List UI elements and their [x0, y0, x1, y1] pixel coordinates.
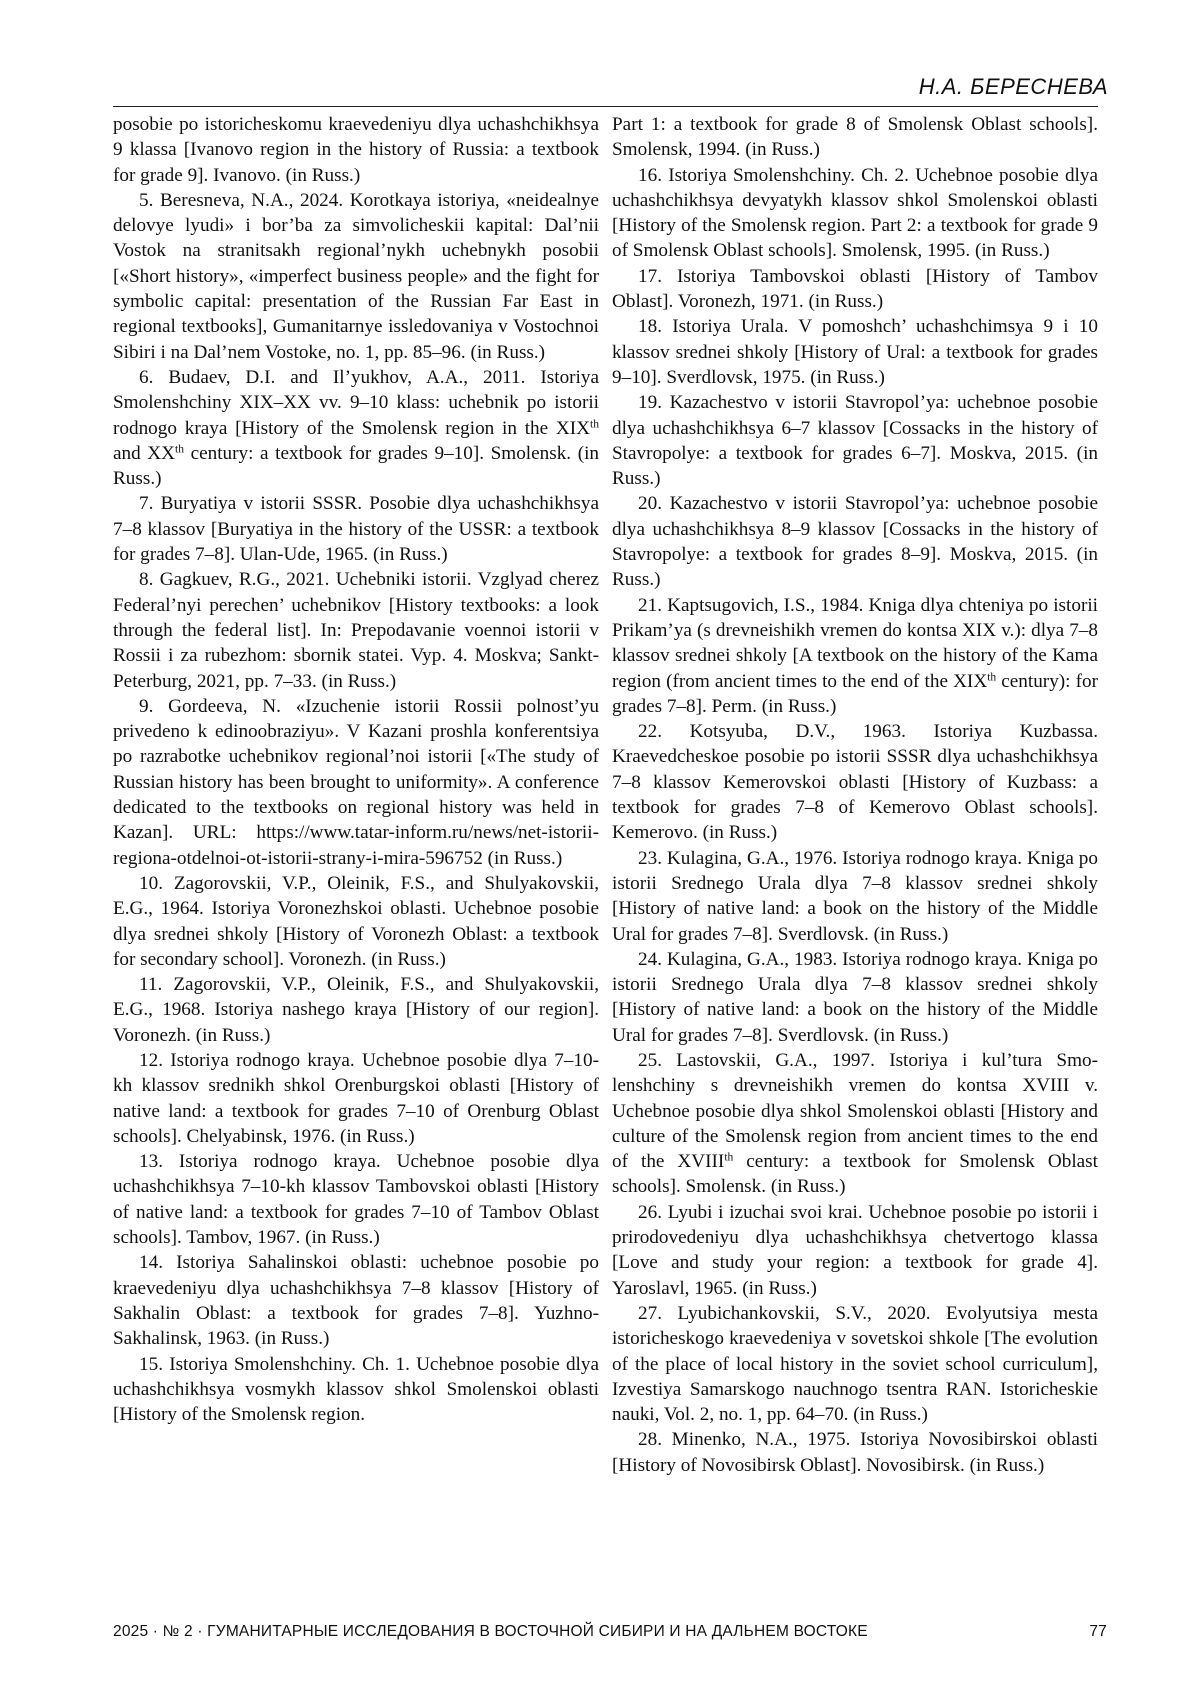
reference-5: 5. Beresneva, N.A., 2024. Korotkaya istoriya, «neidealnye delovye lyudi» i bor’ba za simvolicheskii kapital: Dal’nii Vostok na stranitsakh regional’nykh uchebnykh posobii [«Short history», «imperfect business people» and the fight for symbolic capital: presentation of the Russian Far East in regional textbooks], Gumanitarnye issledovaniya v Vostochnoi Sibiri i na Dal’nem Vostoke, no. 1, pp. 85–96. (in Russ.)	[113, 189, 599, 363]
references-right-column	[612, 112, 1098, 1478]
reference-25-text-a: 25. Lastovskii, G.A., 1997. Istoriya i kul’tura Smolenshchiny s drevneishikh vremen do kontsa XVIII v. Uchebnoe posobie dlya shkol Smolenskoi oblasti [History and culture of the Smolensk region from ancient times to the end of the XVIII	[612, 1049, 1098, 1173]
reference-16: 16. Istoriya Smolenshchiny. Ch. 2. Uchebnoe posobie dlya uchashchikhsya devyatykh klassov shkol Smolenskoi oblasti [History of the Smolensk region. Part 2: a textbook for grade 9 of Smolensk Oblast schools]. Smolensk, 1995. (in Russ.)	[612, 164, 1098, 262]
reference-6-superscript-1: th	[590, 418, 599, 431]
reference-24: 24. Kulagina, G.A., 1983. Istoriya rodnogo kraya. Kniga po istorii Srednego Urala dlya 7–8 klassov srednei shkoly [History of native land: a book on the history of the Middle Ural for grades 7–8]. Sverdlovsk. (in Russ.)	[612, 948, 1098, 1046]
footer-page-number: 77	[1089, 1623, 1107, 1640]
reference-6-text-a: 6. Budaev, D.I. and Il’yukhov, A.A., 2011. Istoriya Smolenshchiny XIX–XX vv. 9–10 klass: uchebnik po istorii rodnogo kraya [History of the Smolensk region in the XIX	[113, 366, 599, 439]
running-header-author: Н.А. БЕРЕСНЕВА	[918, 74, 1108, 99]
reference-19: 19. Kazachestvo v istorii Stavropol’ya: uchebnoe posobie dlya uchashchikhsya 6–7 klassov [Cossacks in the history of Stavropolye: a textbook for grades 6–7]. Moskva, 2015. (in Russ.)	[612, 392, 1098, 490]
reference-27: 27. Lyubichankovskii, S.V., 2020. Evolyutsiya mesta istoricheskogo kraevedeniya v sovetskoi shkole [The evolution of the place of local history in the soviet school curriculum], Izvestiya Samarskogo nauchnogo tsentra RAN. Istoricheskie nauki, Vol. 2, no. 1, pp. 64–70. (in Russ.)	[612, 1302, 1098, 1426]
footer-journal-title: 2025 · № 2 · ГУМАНИТАРНЫЕ ИССЛЕДОВАНИЯ В ВОСТОЧНОЙ СИБИРИ И НА ДАЛЬНЕМ ВОСТОКЕ	[113, 1623, 868, 1640]
reference-14: 14. Istoriya Sahalinskoi oblasti: uchebnoe posobie po kraevedeniyu dlya uchashchikhsya 7–8 klassov [History of Sakhalin Oblast: a textbook for grades 7–8]. Yuzhno-Sakhalinsk, 1963. (in Russ.)	[113, 1252, 599, 1350]
reference-25-text-b: century: a textbook for Smolensk Oblast schools]. Smolensk. (in Russ.)	[612, 1151, 1098, 1198]
reference-18: 18. Istoriya Urala. V pomoshch’ uchashchimsya 9 i 10 klassov srednei shkoly [History of Ural: a textbook for grades 9–10]. Sverdlovsk, 1975. (in Russ.)	[612, 316, 1098, 388]
reference-25	[612, 1048, 1098, 1200]
reference-6-text-b: and XX	[113, 442, 176, 464]
reference-15-continuation: Part 1: a textbook for grade 8 of Smolensk Oblast schools]. Smolensk, 1994. (in Russ.)	[612, 114, 1098, 161]
reference-13: 13. Istoriya rodnogo kraya. Uchebnoe posobie dlya uchashchikhsya 7–10-kh klassov Tambovskoi oblasti [History of native land: a textbook for grades 7–10 of Tambov Oblast schools]. Tambov, 1967. (in Russ.)	[113, 1151, 599, 1249]
reference-17: 17. Istoriya Tambovskoi oblasti [History of Tambov Oblast]. Voronezh, 1971. (in Russ.)	[612, 265, 1098, 313]
reference-6-text-c: century: a textbook for grades 9–10]. Smolensk. (in Russ.)	[113, 442, 600, 490]
reference-20: 20. Kazachestvo v istorii Stavropol’ya: uchebnoe posobie dlya uchashchikhsya 8–9 klassov [Cossacks in the history of Stavropolye: a textbook for grades 8–9]. Moskva, 2015. (in Russ.)	[612, 493, 1098, 591]
reference-continuation: posobie po istoricheskomu kraevedeniyu dlya uchashchikhsya 9 klassa [Ivanovo region in the history of Russia: a textbook for grade 9]. Ivanovo. (in Russ.)	[113, 114, 599, 186]
reference-6	[113, 365, 599, 491]
references-left-column	[113, 112, 599, 1427]
reference-21	[612, 593, 1098, 719]
reference-22: 22. Kotsyuba, D.V., 1963. Istoriya Kuzbassa. Kraevedcheskoe posobie po istorii SSSR dlya uchashchikhsya 7–8 klassov Kemerovskoi oblasti [History of Kuzbass: a textbook for grades 7–8 of Kemerovo Oblast schools]. Kemerovo. (in Russ.)	[612, 721, 1098, 844]
page-footer	[113, 1623, 1107, 1641]
reference-10: 10. Zagorovskii, V.P., Oleinik, F.S., and Shulyakovskii, E.G., 1964. Istoriya Voronezhskoi oblasti. Uchebnoe posobie dlya srednei shkoly [History of Voronezh Oblast: a textbook for secondary school]. Voronezh. (in Russ.)	[113, 872, 599, 970]
reference-21-text-b: century): for grades 7–8]. Perm. (in Russ.)	[612, 670, 1098, 717]
reference-23: 23. Kulagina, G.A., 1976. Istoriya rodnogo kraya. Kniga po istorii Srednego Urala dlya 7–8 klassov srednei shkoly [History of native land: a book on the history of the Middle Ural for grades 7–8]. Sverdlovsk. (in Russ.)	[612, 847, 1098, 945]
reference-8: 8. Gagkuev, R.G., 2021. Uchebniki istorii. Vzglyad cherez Federal’nyi perechen’ uchebnikov [History textbooks: a look through the federal list]. In: Prepodavanie voennoi istorii v Rossii i za rubezhom: sbornik statei. Vyp. 4. Moskva; Sankt-Peterburg, 2021, pp. 7–33. (in Russ.)	[113, 569, 599, 692]
reference-15: 15. Istoriya Smolenshchiny. Ch. 1. Uchebnoe posobie dlya uchashchikhsya vosmykh klassov shkol Smolenskoi oblasti [History of the Smolensk region.	[113, 1353, 599, 1426]
reference-28: 28. Minenko, N.A., 1975. Istoriya Novosibirskoi oblasti [History of Novosibirsk Oblast]. Novosibirsk. (in Russ.)	[612, 1429, 1098, 1476]
reference-11: 11. Zagorovskii, V.P., Oleinik, F.S., and Shulyakovskii, E.G., 1968. Istoriya nashego kraya [History of our region]. Voronezh. (in Russ.)	[113, 974, 599, 1046]
reference-25-superscript: th	[724, 1151, 734, 1164]
reference-9: 9. Gordeeva, N. «Izuchenie istorii Rossii polnost’yu privedeno k edinoobraziyu». V Kazani proshla konferentsiya po razrabotke uchebnikov regional’noi istorii [«The study of Russian history has been brought to uniformity». A conference dedicated to the textbooks on regional history was held in Kazan]. URL: https://www.tatar-inform.ru/news/net-istorii-regiona-otdelnoi-ot-istorii-strany-i-mira-596752 (in Russ.)	[113, 695, 599, 869]
header-rule	[113, 106, 1098, 107]
reference-12: 12. Istoriya rodnogo kraya. Uchebnoe posobie dlya 7–10-kh klassov srednikh shkol Orenburgskoi oblasti [History of native land: a textbook for grades 7–10 of Orenburg Oblast schools]. Chelyabinsk, 1976. (in Russ.)	[113, 1049, 599, 1147]
reference-7: 7. Buryatiya v istorii SSSR. Posobie dlya uchashchikhsya 7–8 klassov [Buryatiya in the history of the USSR: a textbook for grades 7–8]. Ulan-Ude, 1965. (in Russ.)	[113, 493, 599, 566]
reference-21-text-a: 21. Kaptsugovich, I.S., 1984. Kniga dlya chteniya po istorii Prikam’ya (s drevneishikh vremen do kontsa XIX v.): dlya 7–8 klassov srednei shkoly [A textbook on the history of the Kama region (from ancient times to the end of the XIX	[612, 594, 1098, 692]
reference-6-superscript-2: th	[175, 443, 184, 456]
reference-21-superscript: th	[987, 671, 997, 684]
reference-26: 26. Lyubi i izuchai svoi krai. Uchebnoe posobie po istorii i prirodovedeniyu dlya uchashchikhsya chetvertogo klassa [Love and study your region: a textbook for grade 4]. Yaroslavl, 1965. (in Russ.)	[612, 1201, 1098, 1299]
